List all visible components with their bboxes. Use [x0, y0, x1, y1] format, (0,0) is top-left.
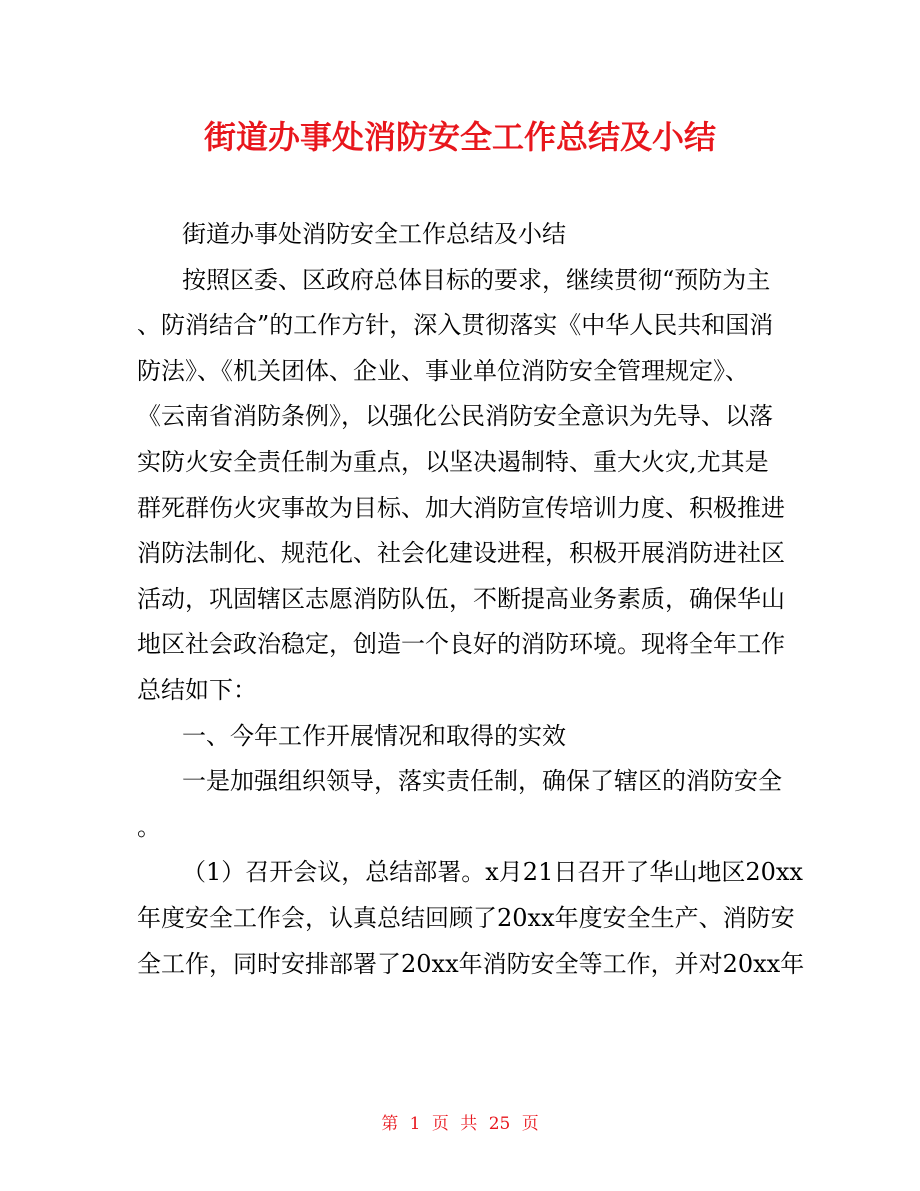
doc-heading-line: 街道办事处消防安全工作总结及小结 [182, 220, 566, 248]
paragraph-line: 、防消结合”的工作方针，深入贯彻落实《中华人民共和国消 [137, 311, 774, 340]
document-body [137, 212, 805, 987]
paragraph-line: 按照区委、区政府总体目标的要求，继续贯彻“预防为主 [182, 265, 771, 294]
section-heading-line: 一、今年工作开展情况和取得的实效 [182, 721, 566, 750]
paragraph-line: 年度安全工作会，认真总结回顾了20xx年度安全生产、消防安 [137, 903, 795, 932]
paragraph-line: （1）召开会议，总结部署。x月21日召开了华山地区20xx [182, 858, 803, 887]
paragraph-line: 一是加强组织领导，落实责任制，确保了辖区的消防安全 [182, 767, 782, 796]
paragraph-line: 群死群伤火灾事故为目标、加大消防宣传培训力度、积极推进 [137, 493, 785, 522]
paragraph-line: 全工作，同时安排部署了20xx年消防安全等工作，并对20xx年 [137, 949, 805, 978]
paragraph-line: 《云南省消防条例》，以强化公民消防安全意识为先导、以落 [137, 402, 773, 431]
page-number-footer: 第 1 页 共 25 页 [381, 1114, 539, 1134]
paragraph-line: 实防火安全责任制为重点，以坚决遏制特、重大火灾,尤其是 [137, 447, 769, 476]
paragraph-line: 地区社会政治稳定，创造一个良好的消防环境。现将全年工作 [137, 630, 785, 659]
paragraph-line: 防法》、《机关团体、企业、事业单位消防安全管理规定》、 [137, 356, 749, 385]
paragraph-line: 消防法制化、规范化、社会化建设进程，积极开展消防进社区 [137, 539, 785, 568]
paragraph-line: 总结如下： [137, 675, 257, 704]
page-title: 街道办事处消防安全工作总结及小结 [203, 118, 716, 156]
paragraph-line: 活动，巩固辖区志愿消防队伍，不断提高业务素质，确保华山 [137, 584, 785, 613]
paragraph-line: 。 [137, 812, 161, 841]
